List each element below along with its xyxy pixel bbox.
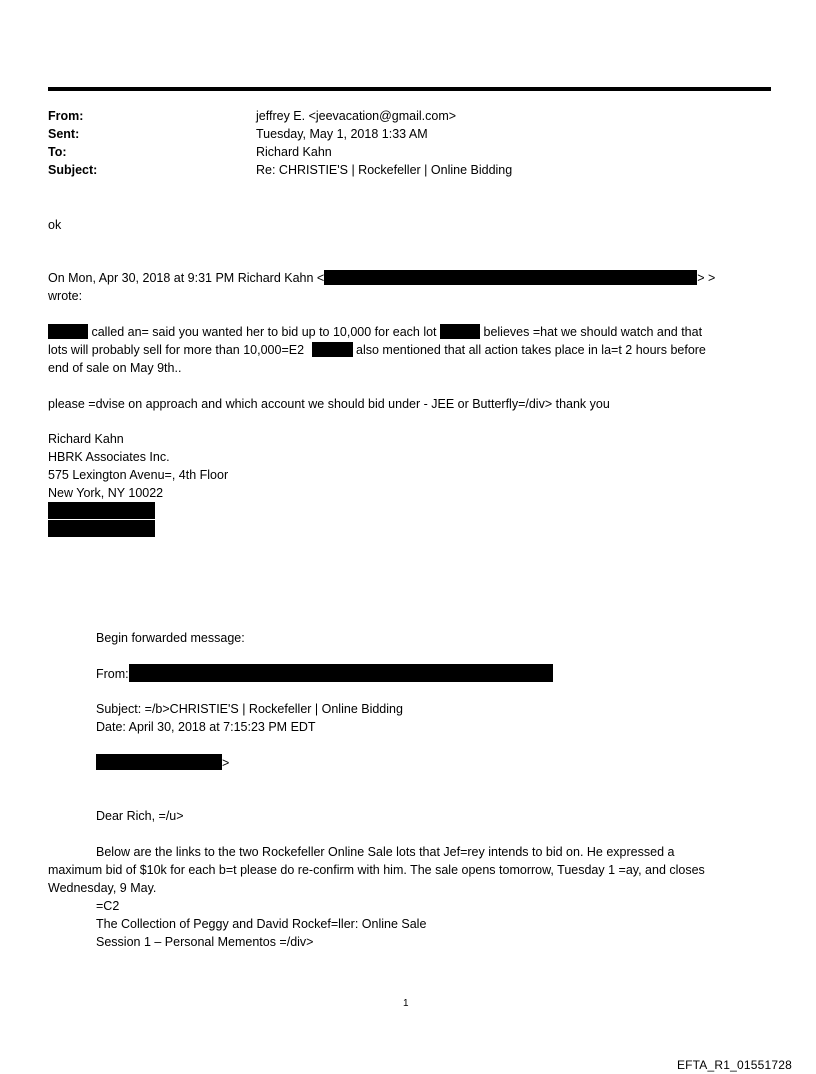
redaction-box [96,754,222,770]
redaction-box [48,324,88,339]
sent-label: Sent: [48,127,80,141]
forwarded-paragraph-line-3: Wednesday, 9 May. [48,881,157,895]
redaction-box [48,520,155,537]
to-label: To: [48,145,67,159]
signature-name: Richard Kahn [48,432,124,446]
quote-intro [48,269,768,287]
redaction-box [129,664,553,682]
body-paragraph-2: please =dvise on approach and which account we should bid under - JEE or Butterfly=/div> thank you [48,397,610,411]
forwarded-from-label: From: [96,667,129,681]
signature-company: HBRK Associates Inc. [48,450,170,464]
body-paragraph-1-line-2 [48,341,768,359]
to-value: Richard Kahn [256,145,332,159]
redaction-box [440,324,480,339]
para1-text-c: lots will probably sell for more than 10,000=E2 [48,343,305,357]
quote-intro-wrote: wrote: [48,289,83,303]
forwarded-c2-line: =C2 [96,899,120,913]
forwarded-from-row [96,664,766,683]
signature-city: New York, NY 10022 [48,486,164,500]
header-rule [48,87,771,91]
forwarded-greeting: Dear Rich, =/u> [96,809,184,823]
from-label: From: [48,109,84,123]
forwarded-session: Session 1 – Personal Mementos =/div> [96,935,314,949]
redaction-box [312,342,353,357]
bates-number: EFTA_R1_01551728 [676,1058,792,1072]
para1-text-d: also mentioned that all action takes place in la=t 2 hours before [356,343,706,357]
forwarded-subject: Subject: =/b>CHRISTIE'S | Rockefeller | Online Bidding [96,702,403,716]
quote-intro-text: On Mon, Apr 30, 2018 at 9:31 PM Richard Kahn < [48,271,325,285]
redaction-box [48,502,155,519]
body-paragraph-1-line-3: end of sale on May 9th.. [48,361,182,375]
from-value: jeffrey E. <jeevacation@gmail.com> [256,109,457,123]
page-number: 1 [403,998,409,1009]
forwarded-to-row [96,754,766,772]
forwarded-begin: Begin forwarded message: [96,631,245,645]
forwarded-paragraph-line-2: maximum bid of $10k for each b=t please do re-confirm with him. The sale opens tomorrow, Tuesday 1 =ay, and closes [48,863,705,877]
forwarded-paragraph-line-1: Below are the links to the two Rockefeller Online Sale lots that Jef=rey intends to bid on. He expressed a [96,845,675,859]
sent-value: Tuesday, May 1, 2018 1:33 AM [256,127,428,141]
para1-text-a: called an= said you wanted her to bid up to 10,000 for each lot [91,325,437,339]
body-paragraph-1-line-1 [48,323,768,341]
subject-label: Subject: [48,163,98,177]
subject-value: Re: CHRISTIE'S | Rockefeller | Online Bidding [256,163,513,177]
para1-text-b: believes =hat we should watch and that [483,325,703,339]
signature-address: 575 Lexington Avenu=, 4th Floor [48,468,229,482]
forwarded-date: Date: April 30, 2018 at 7:15:23 PM EDT [96,720,316,734]
quote-intro-tail: > > [697,271,716,285]
redaction-box [324,270,697,285]
reply-text: ok [48,218,62,232]
forwarded-collection: The Collection of Peggy and David Rockef=ller: Online Sale [96,917,427,931]
forwarded-to-tail: > [222,756,230,770]
